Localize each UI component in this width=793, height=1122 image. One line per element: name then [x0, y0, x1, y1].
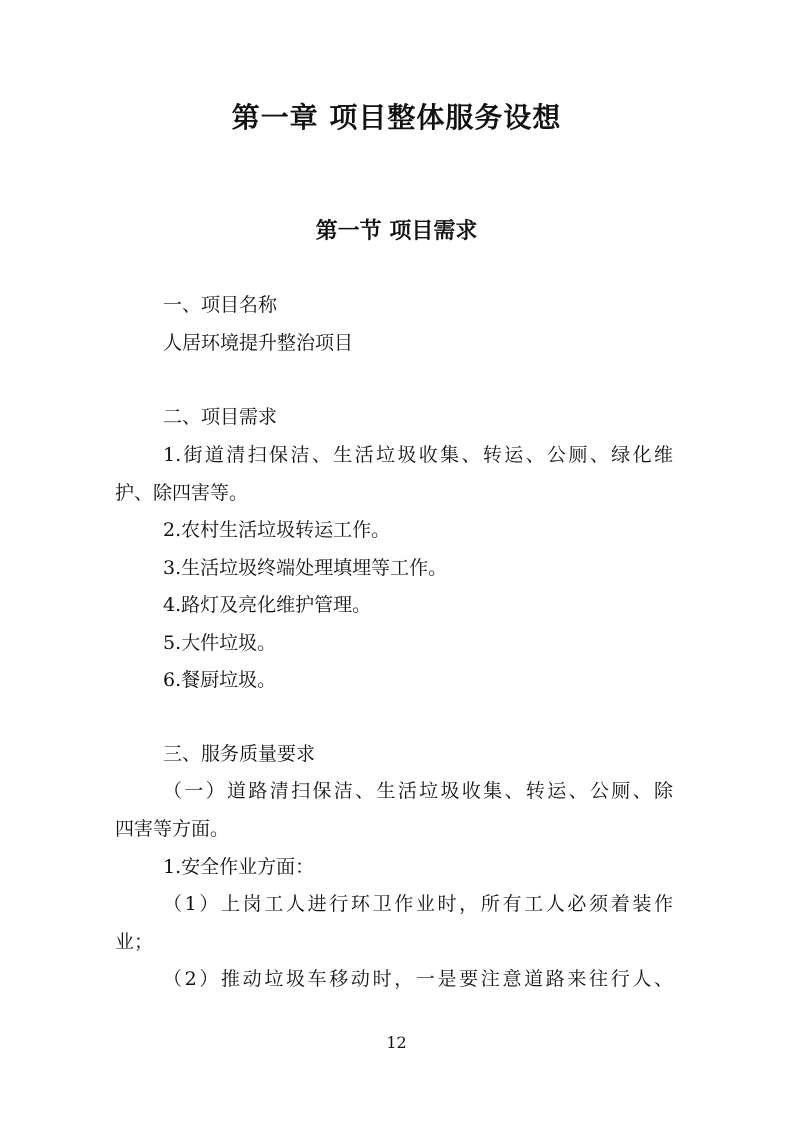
paragraph-line: 护、除四害等。	[115, 482, 249, 504]
paragraph-line: （1）上岗工人进行环卫作业时，所有工人必须着装作	[163, 893, 673, 915]
paragraph-line: （一）道路清扫保洁、生活垃圾收集、转运、公厕、除	[163, 780, 673, 802]
paragraph-line: 6.餐厨垃圾。	[163, 669, 277, 691]
paragraph-line: 四害等方面。	[115, 818, 230, 840]
paragraph-line: 人居环境提升整治项目	[163, 332, 354, 354]
paragraph-line: （2）推动垃圾车移动时，一是要注意道路来往行人、	[163, 968, 673, 990]
paragraph-line: 4.路灯及亮化维护管理。	[163, 594, 372, 616]
heading-service-quality: 三、服务质量要求	[163, 743, 316, 765]
paragraph-line: 2.农村生活垃圾转运工作。	[163, 519, 391, 541]
heading-project-requirements: 二、项目需求	[163, 406, 278, 428]
paragraph-line: 业；	[115, 931, 154, 953]
heading-project-name: 一、项目名称	[163, 294, 278, 316]
paragraph-line: 5.大件垃圾。	[163, 632, 277, 654]
page-number: 12	[386, 1033, 407, 1052]
paragraph-line: 1.安全作业方面：	[163, 856, 315, 878]
section-title: 第一节 项目需求	[315, 219, 478, 244]
chapter-title: 第一章 项目整体服务设想	[231, 101, 562, 134]
paragraph-line: 3.生活垃圾终端处理填埋等工作。	[163, 557, 448, 579]
paragraph-line: 1.街道清扫保洁、生活垃圾收集、转运、公厕、绿化维	[163, 444, 673, 466]
